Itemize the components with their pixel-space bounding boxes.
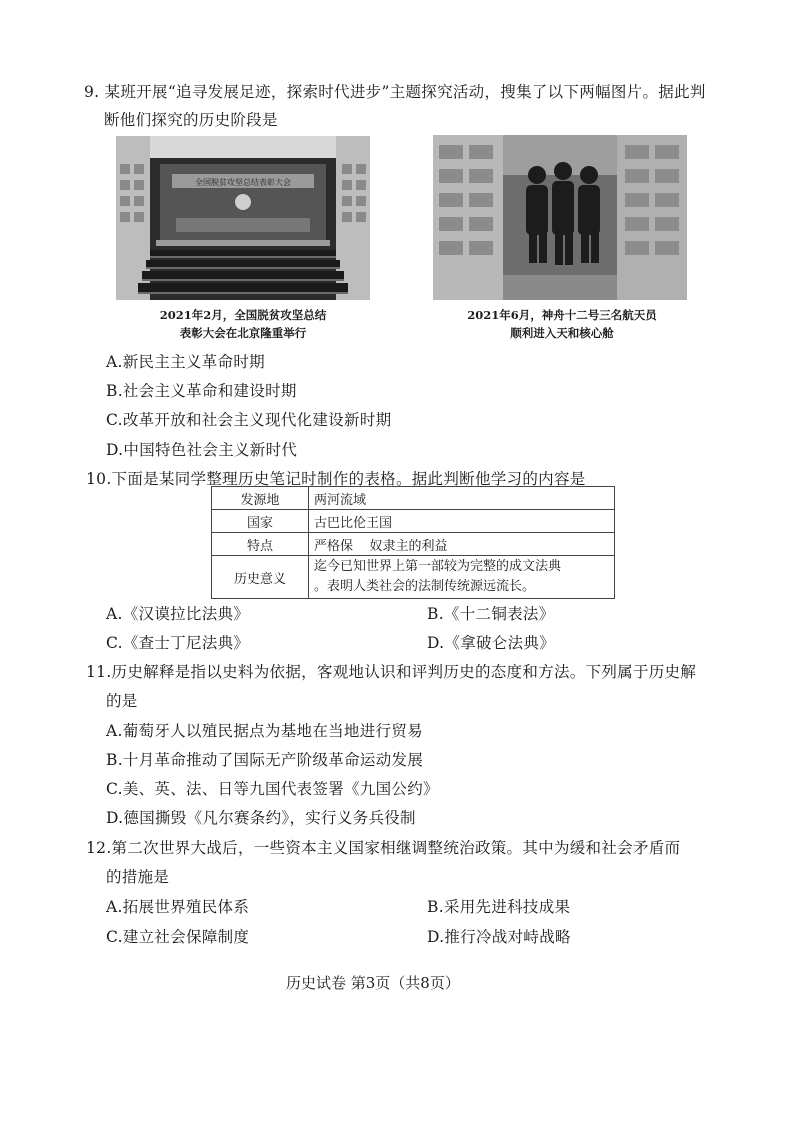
q12-stem-line1: 12.第二次世界大战后，一些资本主义国家相继调整统治政策。其中为缓和社会矛盾而: [86, 839, 681, 857]
q9-caption-1-line1: 2021年2月，全国脱贫攻坚总结: [159, 308, 327, 322]
q11-option-b: B.十月革命推动了国际无产阶级革命运动发展: [106, 751, 424, 769]
q9-stem-line2: 断他们探究的历史阶段是: [104, 111, 278, 129]
table-key: 发源地: [212, 487, 309, 510]
q10-notes-table: [211, 486, 615, 599]
q9-option-a: A.新民主主义革命时期: [106, 353, 265, 371]
q10-option-c: C.《查士丁尼法典》: [106, 634, 250, 652]
q12-stem-line2: 的措施是: [106, 868, 170, 886]
q11-option-c: C.美、英、法、日等九国代表签署《九国公约》: [106, 780, 439, 798]
table-value: 两河流域: [309, 487, 615, 510]
q10-stem: 10.下面是某同学整理历史笔记时制作的表格。据此判断他学习的内容是: [86, 470, 586, 488]
stage-banner-text: 全国脱贫攻坚总结表彰大会: [195, 178, 291, 187]
q11-stem-line2: 的是: [106, 692, 138, 710]
q9-option-b: B.社会主义革命和建设时期: [106, 382, 297, 400]
q9-caption-2-line2: 顺利进入天和核心舱: [510, 326, 614, 340]
q9-photo-conference: [116, 136, 370, 300]
table-value-line1: 迄今已知世界上第一部较为完整的成文法典: [314, 559, 562, 574]
q11-option-d: D.德国撕毁《凡尔赛条约》，实行义务兵役制: [106, 809, 416, 827]
q11-stem-line1: 11.历史解释是指以史料为依据，客观地认识和评判历史的态度和方法。下列属于历史解: [86, 663, 697, 681]
table-row: [212, 533, 615, 556]
q9-option-c: C.改革开放和社会主义现代化建设新时期: [106, 411, 392, 429]
table-value-line2: 。表明人类社会的法制传统源远流长。: [314, 579, 536, 594]
q12-option-c: C.建立社会保障制度: [106, 928, 250, 946]
q12-option-b: B.采用先进科技成果: [427, 898, 571, 916]
auditorium-illustration: [116, 136, 370, 300]
table-key: 国家: [212, 510, 309, 533]
q12-option-d: D.推行冷战对峙战略: [427, 928, 571, 946]
table-key: 历史意义: [212, 556, 309, 599]
table-value: 古巴比伦王国: [309, 510, 615, 533]
table-value: [309, 556, 615, 599]
q11-option-a: A.葡萄牙人以殖民据点为基地在当地进行贸易: [106, 722, 423, 740]
q9-stem-line1: 9. 某班开展“追寻发展足迹，探索时代进步”主题探究活动，搜集了以下两幅图片。据此判: [84, 83, 706, 101]
astronauts-illustration: [433, 135, 687, 300]
q10-option-a: A.《汉谟拉比法典》: [106, 605, 250, 623]
table-key: 特点: [212, 533, 309, 556]
q9-photo-astronauts: [433, 135, 687, 300]
q9-caption-1: [113, 306, 373, 342]
q9-caption-2-line1: 2021年6月，神舟十二号三名航天员: [467, 308, 657, 322]
q10-option-b: B.《十二铜表法》: [427, 605, 555, 623]
q10-option-d: D.《拿破仑法典》: [427, 634, 556, 652]
page-footer: 历史试卷 第3页（共8页）: [286, 974, 460, 992]
table-row: [212, 510, 615, 533]
q9-caption-1-line2: 表彰大会在北京隆重举行: [179, 326, 307, 340]
table-row: [212, 487, 615, 510]
q12-option-a: A.拓展世界殖民体系: [106, 898, 250, 916]
table-value: 严格保 奴隶主的利益: [309, 533, 615, 556]
q9-caption-2: [432, 306, 692, 342]
q9-option-d: D.中国特色社会主义新时代: [106, 441, 298, 459]
table-row: [212, 556, 615, 599]
